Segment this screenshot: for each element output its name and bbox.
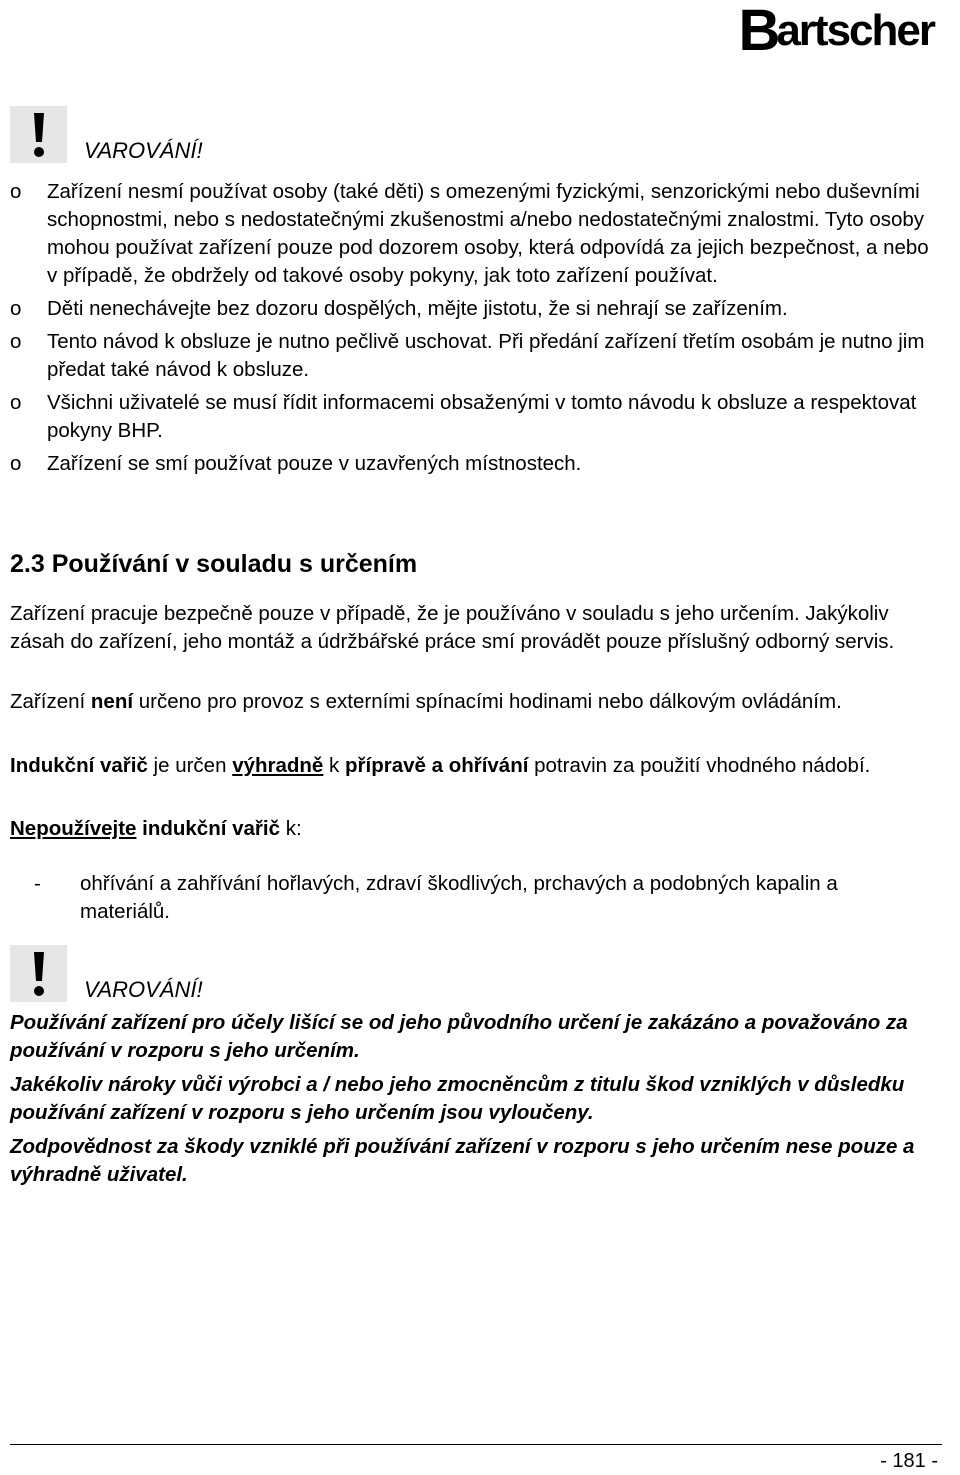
paragraph-do-not-use: Nepoužívejte indukční vařič k: — [10, 817, 302, 840]
list-item: o Děti nenechávejte bez dozoru dospělých, mějte jistotu, že si nehrají se zařízením. — [10, 297, 788, 320]
exclamation-icon — [10, 945, 67, 1002]
warning-title: VAROVÁNÍ! — [84, 138, 203, 163]
warning-paragraph-3: Zodpovědnost za škody vzniklé při používání zařízení v rozporu s jeho určením nese pouze a výhradně uživatel. — [10, 1135, 915, 1186]
warning-header-2 — [10, 945, 203, 1002]
warning-title: VAROVÁNÍ! — [84, 977, 203, 1002]
list-item: o Tento návod k obsluze je nutno pečlivě uschovat. Při předání zařízení třetím osobám je nutno jim předat také návod k obsluze. — [10, 330, 925, 381]
warning-paragraph-1: Používání zařízení pro účely lišící se od jeho původního určení je zakázáno a považováno za používání v rozporu s jeho určením. — [10, 1011, 908, 1062]
list-item: - ohřívání a zahřívání hořlavých, zdraví škodlivých, prchavých a podobných kapalin a materiálů. — [34, 872, 838, 923]
paragraph-intended-use: Zařízení pracuje bezpečně pouze v případě, že je používáno v souladu s jeho určením. Jakýkoliv zásah do zařízení, jeho montáž a údržbářské práce smí provádět pouze příslušný odborný servis. — [10, 602, 895, 653]
paragraph-timer: Zařízení není určeno pro provoz s externími spínacími hodinami nebo dálkovým ovládáním. — [10, 690, 842, 713]
warning-bullet-list — [10, 178, 940, 483]
exclamation-icon — [10, 106, 67, 163]
page-number: - 181 - — [880, 1450, 938, 1472]
logo-initial: B — [738, 0, 779, 63]
footer-divider — [10, 1444, 942, 1445]
list-item: o Zařízení nesmí používat osoby (také děti) s omezenými fyzickými, senzorickými nebo duševními schopnostmi, nebo s nedostatečnými zkušenostmi a/nebo nedostatečnými znalostmi. Tyto osoby mohou používat zařízení pouze pod dozorem osoby, která odpovídá za jejich bezpečnost, a nebo v případě, že obdržely od takové osoby pokyny, jak toto zařízení používat. — [10, 180, 929, 287]
list-item: o Zařízení se smí používat pouze v uzavřených místnostech. — [10, 452, 582, 475]
paragraph-induction-purpose: Indukční vařič je určen výhradně k přípravě a ohřívání potravin za použití vhodného nádobí. — [10, 754, 871, 777]
warning-header-1 — [10, 106, 203, 163]
warning-paragraph-2: Jakékoliv nároky vůči výrobci a / nebo jeho zmocněncům z titulu škod vzniklých v důsledku používání zařízení v rozporu s jeho určením jsou vyloučeny. — [10, 1073, 905, 1124]
bartscher-logo — [738, 0, 934, 63]
logo-text: artscher — [776, 6, 934, 55]
list-item: o Všichni uživatelé se musí řídit informacemi obsaženými v tomto návodu k obsluze a respektovat pokyny BHP. — [10, 391, 917, 442]
section-heading: 2.3 Používání v souladu s určením — [10, 550, 418, 578]
